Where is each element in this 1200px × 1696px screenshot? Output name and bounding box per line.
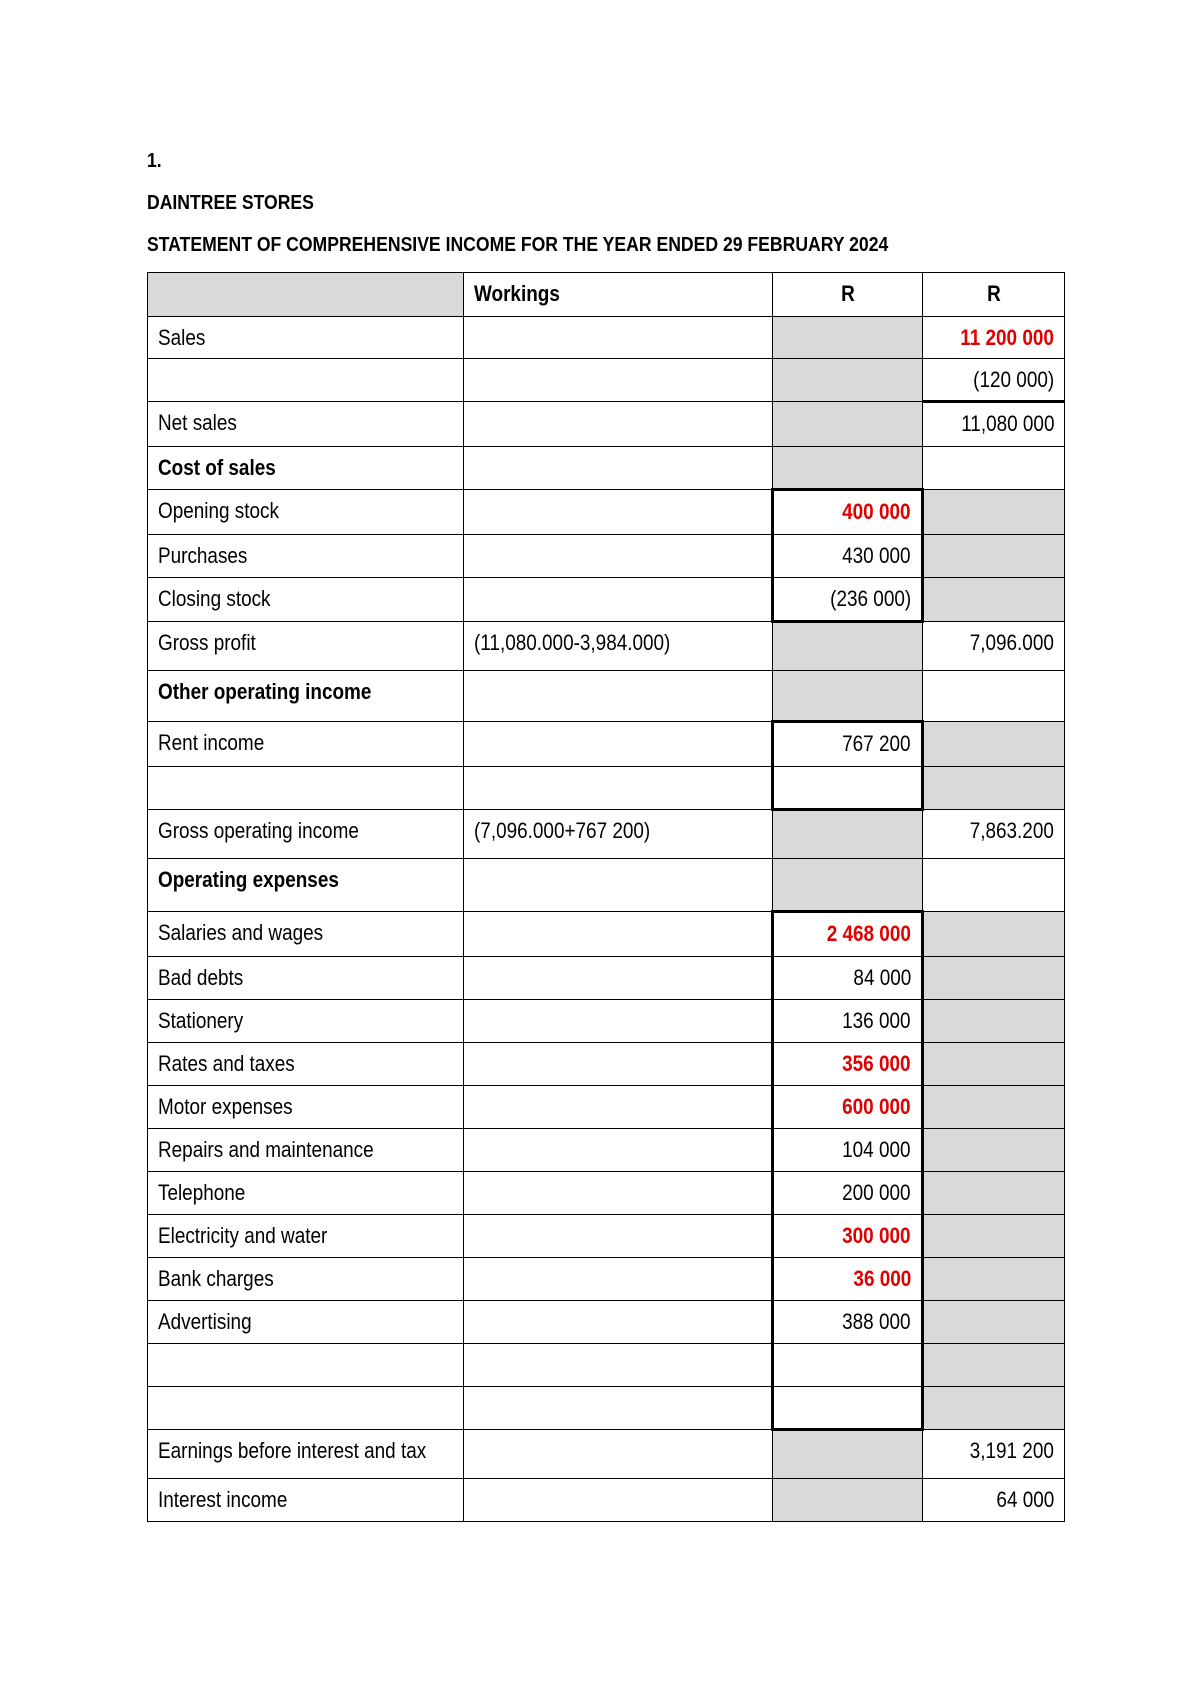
row-workings [464, 1344, 773, 1387]
row-label [148, 1387, 464, 1430]
table-row [148, 1387, 1065, 1430]
row-amount-r2: 7,863.200 [923, 810, 1065, 859]
row-label: Earnings before interest and tax [148, 1430, 464, 1479]
row-amount-r2 [923, 535, 1065, 578]
header-r-column-1: R [773, 273, 923, 317]
row-workings [464, 722, 773, 767]
table-row [148, 490, 1065, 535]
income-statement-table [147, 272, 1065, 1522]
row-amount-r2: (120 000) [923, 359, 1065, 402]
header-label-cell [148, 273, 464, 317]
row-amount-r1 [773, 1387, 923, 1430]
table-row [148, 1258, 1065, 1301]
row-label: Stationery [148, 1000, 464, 1043]
row-amount-r1: 767 200 [773, 722, 923, 767]
table-header-row [148, 273, 1065, 317]
row-label: Repairs and maintenance [148, 1129, 464, 1172]
row-amount-r2 [923, 957, 1065, 1000]
row-workings [464, 767, 773, 810]
table-row [148, 722, 1065, 767]
row-label: Bad debts [148, 957, 464, 1000]
table-row [148, 1000, 1065, 1043]
header-r-column-2: R [923, 273, 1065, 317]
row-amount-r1 [773, 622, 923, 671]
row-amount-r1 [773, 402, 923, 447]
row-workings [464, 1129, 773, 1172]
table-row [148, 359, 1065, 402]
row-amount-r2 [923, 1215, 1065, 1258]
row-amount-r1 [773, 767, 923, 810]
row-amount-r1: 2 468 000 [773, 912, 923, 957]
table-row [148, 1479, 1065, 1522]
row-workings [464, 671, 773, 722]
row-amount-r2 [923, 912, 1065, 957]
row-workings [464, 317, 773, 359]
table-row [148, 535, 1065, 578]
row-workings [464, 490, 773, 535]
row-label: Rates and taxes [148, 1043, 464, 1086]
row-label: Net sales [148, 402, 464, 447]
row-amount-r2 [923, 1000, 1065, 1043]
row-amount-r1: 388 000 [773, 1301, 923, 1344]
row-amount-r1: 600 000 [773, 1086, 923, 1129]
table-row [148, 810, 1065, 859]
row-workings [464, 1258, 773, 1301]
table-row [148, 859, 1065, 912]
row-workings [464, 447, 773, 490]
row-workings [464, 1387, 773, 1430]
row-amount-r1 [773, 1430, 923, 1479]
table-row [148, 447, 1065, 490]
row-amount-r2: 64 000 [923, 1479, 1065, 1522]
row-amount-r1 [773, 859, 923, 912]
row-label [148, 1344, 464, 1387]
table-row [148, 767, 1065, 810]
row-workings [464, 859, 773, 912]
table-row [148, 957, 1065, 1000]
row-amount-r1 [773, 810, 923, 859]
row-amount-r1: (236 000) [773, 578, 923, 622]
row-workings [464, 912, 773, 957]
table-row [148, 1430, 1065, 1479]
row-amount-r2 [923, 671, 1065, 722]
table-row [148, 1129, 1065, 1172]
table-row [148, 622, 1065, 671]
row-amount-r2 [923, 1301, 1065, 1344]
table-row [148, 1215, 1065, 1258]
row-amount-r1 [773, 671, 923, 722]
row-amount-r1: 136 000 [773, 1000, 923, 1043]
table-row [148, 671, 1065, 722]
row-label [148, 767, 464, 810]
row-amount-r1 [773, 317, 923, 359]
company-name: DAINTREE STORES [147, 192, 314, 214]
row-amount-r2: 11 200 000 [923, 317, 1065, 359]
table-row [148, 578, 1065, 622]
row-workings [464, 1172, 773, 1215]
row-amount-r1 [773, 1479, 923, 1522]
row-workings: (11,080.000-3,984.000) [464, 622, 773, 671]
question-number: 1. [147, 150, 162, 172]
row-workings [464, 359, 773, 402]
row-label: Operating expenses [148, 859, 464, 912]
row-amount-r1 [773, 1344, 923, 1387]
row-label: Cost of sales [148, 447, 464, 490]
header-workings: Workings [464, 273, 773, 317]
row-amount-r2: 7,096.000 [923, 622, 1065, 671]
row-amount-r1: 36 000 [773, 1258, 923, 1301]
table-row [148, 1043, 1065, 1086]
row-label: Bank charges [148, 1258, 464, 1301]
row-label: Gross profit [148, 622, 464, 671]
row-amount-r2 [923, 1258, 1065, 1301]
statement-title: STATEMENT OF COMPREHENSIVE INCOME FOR THE YEAR ENDED 29 FEBRUARY 2024 [147, 234, 889, 256]
row-workings [464, 957, 773, 1000]
row-label: Rent income [148, 722, 464, 767]
table-row [148, 1172, 1065, 1215]
row-amount-r1 [773, 447, 923, 490]
row-label: Interest income [148, 1479, 464, 1522]
row-workings: (7,096.000+767 200) [464, 810, 773, 859]
row-amount-r2 [923, 1129, 1065, 1172]
row-amount-r2 [923, 722, 1065, 767]
table-row [148, 912, 1065, 957]
table-row [148, 1086, 1065, 1129]
row-workings [464, 1086, 773, 1129]
row-label: Gross operating income [148, 810, 464, 859]
row-amount-r2 [923, 447, 1065, 490]
row-workings [464, 1043, 773, 1086]
row-label: Purchases [148, 535, 464, 578]
row-amount-r2 [923, 1086, 1065, 1129]
row-workings [464, 402, 773, 447]
row-amount-r2 [923, 767, 1065, 810]
table-row [148, 317, 1065, 359]
row-workings [464, 535, 773, 578]
row-amount-r2 [923, 1387, 1065, 1430]
row-label: Advertising [148, 1301, 464, 1344]
row-label: Electricity and water [148, 1215, 464, 1258]
row-amount-r2 [923, 490, 1065, 535]
row-amount-r1: 200 000 [773, 1172, 923, 1215]
row-workings [464, 1215, 773, 1258]
row-amount-r1: 300 000 [773, 1215, 923, 1258]
row-amount-r2 [923, 1172, 1065, 1215]
table-row [148, 1301, 1065, 1344]
row-label: Motor expenses [148, 1086, 464, 1129]
row-label: Opening stock [148, 490, 464, 535]
row-amount-r1: 84 000 [773, 957, 923, 1000]
row-label: Telephone [148, 1172, 464, 1215]
row-amount-r2 [923, 1344, 1065, 1387]
row-amount-r1: 104 000 [773, 1129, 923, 1172]
row-label: Closing stock [148, 578, 464, 622]
row-amount-r1: 430 000 [773, 535, 923, 578]
row-amount-r2 [923, 859, 1065, 912]
row-amount-r1 [773, 359, 923, 402]
row-label [148, 359, 464, 402]
row-label: Salaries and wages [148, 912, 464, 957]
row-amount-r2 [923, 1043, 1065, 1086]
row-label: Other operating income [148, 671, 464, 722]
row-amount-r2 [923, 578, 1065, 622]
row-amount-r2: 3,191 200 [923, 1430, 1065, 1479]
table-row [148, 1344, 1065, 1387]
row-workings [464, 1000, 773, 1043]
row-label: Sales [148, 317, 464, 359]
row-amount-r1: 356 000 [773, 1043, 923, 1086]
row-workings [464, 1430, 773, 1479]
table-row [148, 402, 1065, 447]
row-workings [464, 578, 773, 622]
row-amount-r2: 11,080 000 [923, 402, 1065, 447]
row-workings [464, 1301, 773, 1344]
row-amount-r1: 400 000 [773, 490, 923, 535]
row-workings [464, 1479, 773, 1522]
